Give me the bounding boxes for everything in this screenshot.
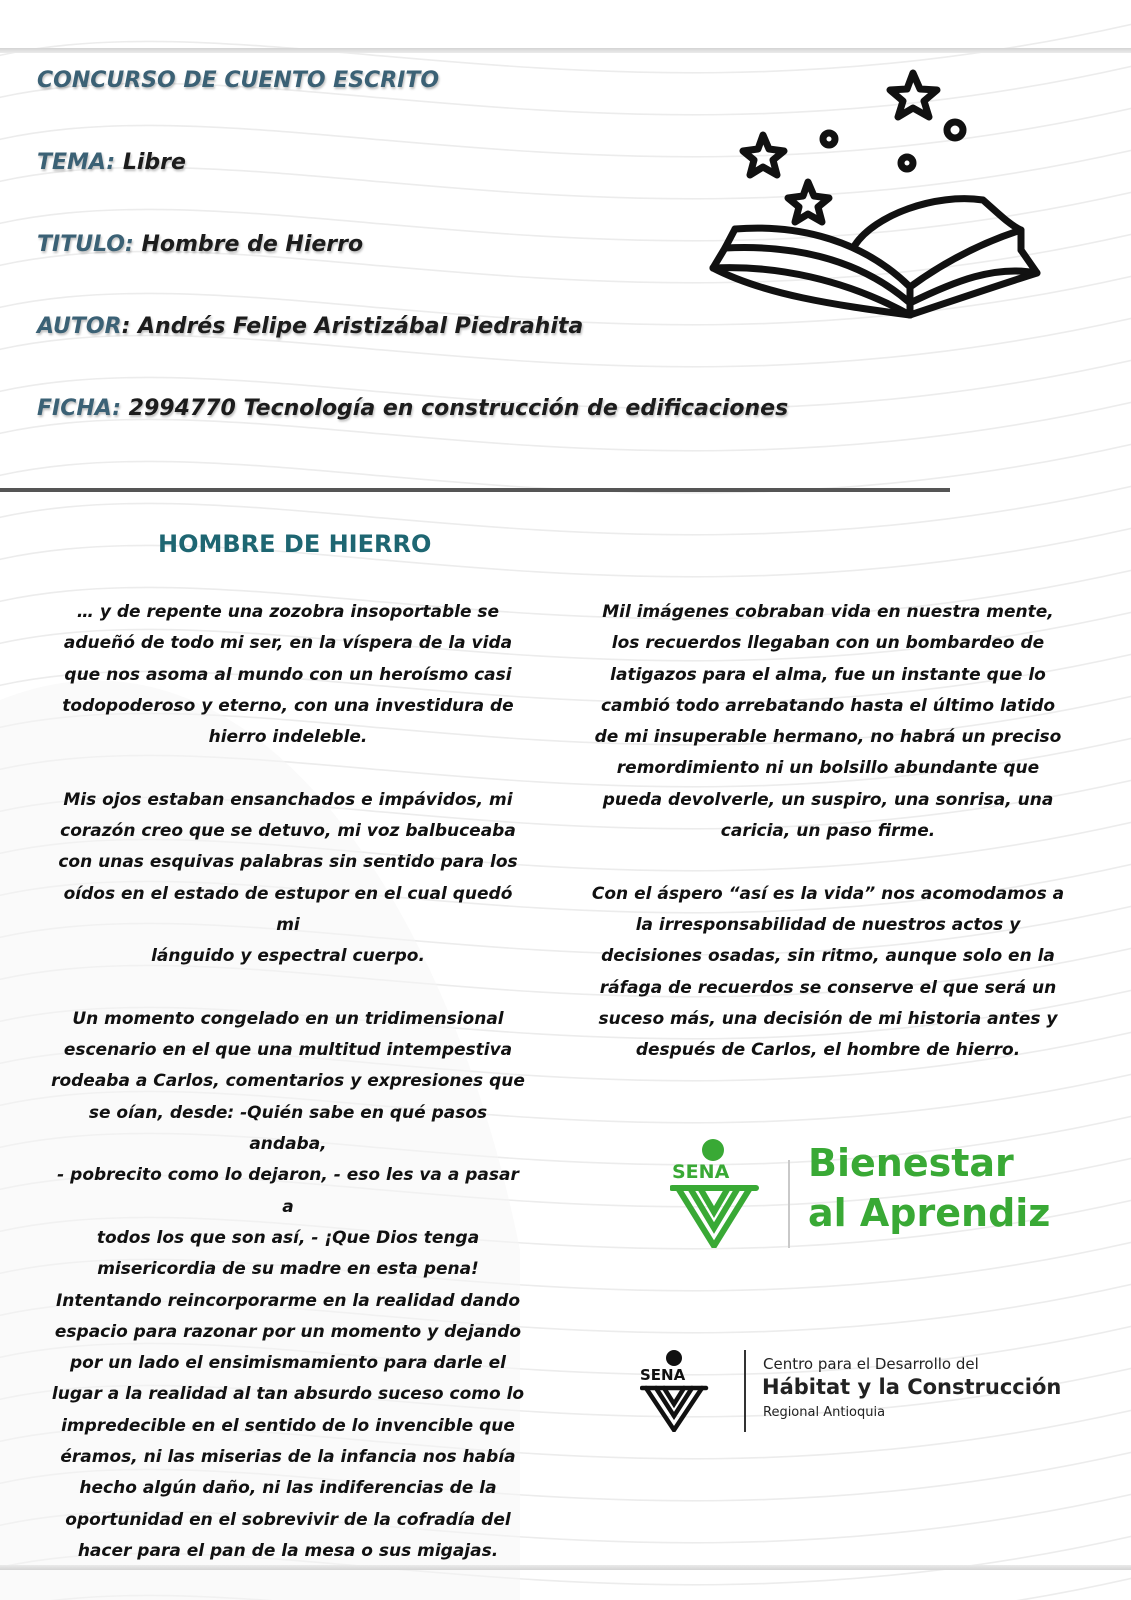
bienestar-aprendiz-logo	[670, 1138, 1070, 1253]
sena-logo-icon	[640, 1350, 712, 1432]
centro-habitat-logo	[640, 1350, 1080, 1435]
story-left-column	[50, 597, 526, 1599]
author-label: AUTOR	[37, 314, 122, 339]
story-paragraph: Mil imágenes cobraban vida en nuestra mente, los recuerdos llegaban con un bombardeo de latigazos para el alma, fue un instante que lo cambió todo arrebatando hasta el último latido de mi insuperable hermano, no habrá un preciso remordimiento ni un bolsillo abundante que pueda devolverle, un suspiro, una sonrisa, una caricia, un paso firme.	[594, 602, 1062, 842]
theme-value: Libre	[115, 150, 186, 175]
dot-icon	[947, 122, 963, 138]
story-paragraph: Un momento congelado en un tridimensional escenario en el que una multitud intempestiva rodeaba a Carlos, comentarios y expresiones que se oían, desde: -Quién sabe en qué pasos andaba, - pobrecito como lo dejaron, - eso les va a pasar a todos los que son así, - ¡Que Dios tenga misericordia de su madre en esta pena! Intentando reincorporarme en la realidad dando espacio para razonar por un momento y dejando por un lado el ensimismamiento para darle el lugar a la realidad al tan absurdo suceso como lo impredecible en el sentido de lo invencible que éramos, ni las miserias de la infancia nos había hecho algún daño, ni las indiferencias de la oportunidad en el sobrevivir de la cofradía del hacer para el pan de la mesa o sus migajas.	[51, 1008, 525, 1561]
title-label: TITULO:	[37, 232, 134, 257]
story-paragraph: … y de repente una zozobra insoportable se adueñó de todo mi ser, en la víspera de la vida que nos asoma al mundo con un heroísmo casi todopoderoso y eterno, con una investidura de hierro indeleble.	[62, 602, 514, 748]
ficha-value: 2994770 Tecnología en construcción de edificaciones	[121, 396, 789, 421]
bienestar-line2: al Aprendiz	[808, 1191, 1051, 1235]
open-book-with-stars-icon	[705, 65, 1075, 335]
top-border-bar	[0, 48, 1131, 53]
author-line	[37, 312, 797, 342]
dot-icon	[901, 157, 913, 169]
section-divider	[0, 488, 950, 492]
logo-divider	[788, 1160, 790, 1248]
bienestar-text	[808, 1138, 1050, 1238]
contest-title-text: CONCURSO DE CUENTO ESCRITO	[37, 68, 440, 93]
bienestar-line1: Bienestar	[808, 1141, 1014, 1185]
star-icon	[743, 135, 784, 175]
ficha-label: FICHA:	[37, 396, 122, 421]
title-line	[37, 230, 797, 260]
author-value: : Andrés Felipe Aristizábal Piedrahita	[121, 314, 584, 339]
bottom-border-bar	[0, 1565, 1131, 1570]
star-icon	[788, 182, 829, 222]
story-paragraph: Mis ojos estaban ensanchados e impávidos, mi corazón creo que se detuvo, mi voz balbuceaba con unas esquivas palabras sin sentido para los oídos en el estado de estupor en el cual quedó mi lánguido y espectral cuerpo.	[58, 789, 518, 967]
contest-title	[37, 66, 797, 96]
contest-header	[37, 66, 797, 476]
sena-logo-icon	[670, 1138, 765, 1248]
story-paragraph: Con el áspero “así es la vida” nos acomodamos a la irresponsabilidad de nuestros actos y decisiones osadas, sin ritmo, aunque solo en la ráfaga de recuerdos se conserve el que será un suceso más, una decisión de mi historia antes y después de Carlos, el hombre de hierro.	[591, 883, 1065, 1061]
centro-line2: Hábitat y la Construcción	[762, 1375, 1062, 1399]
story-title: HOMBRE DE HIERRO	[158, 530, 432, 558]
title-value: Hombre de Hierro	[133, 232, 364, 257]
theme-label: TEMA:	[37, 150, 116, 175]
dot-icon	[823, 133, 835, 145]
sena-wordmark: SENA	[640, 1366, 686, 1384]
theme-line	[37, 148, 797, 178]
logo-divider	[744, 1350, 746, 1432]
star-icon	[890, 73, 937, 117]
centro-line1: Centro para el Desarrollo del	[763, 1355, 979, 1373]
centro-line3: Regional Antioquia	[763, 1405, 886, 1420]
ficha-line	[37, 394, 797, 424]
story-right-column	[590, 597, 1066, 1098]
sena-wordmark: SENA	[672, 1161, 730, 1183]
